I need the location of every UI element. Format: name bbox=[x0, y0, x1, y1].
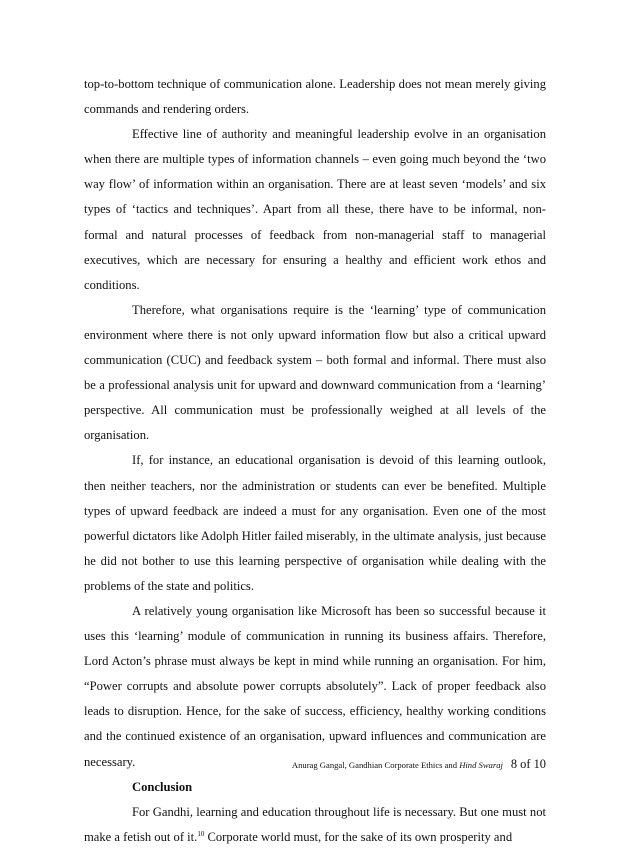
footer-citation-italic: Hind Swaraj bbox=[459, 760, 503, 770]
paragraph-6-text-a: For Gandhi, learning and education throughout life is necessary. But one must not make a fetish out of it. bbox=[84, 804, 546, 844]
paragraph-4: If, for instance, an educational organisation is devoid of this learning outlook, then neither teachers, nor the administration or students can ever be benefited. Multiple types of upward feedback are indeed a must for any organisation. Even one of the most powerful dictators like Adolph Hitler failed miserably, in the ultimate analysis, just because he did not bother to use this learning perspective of organisation while dealing with the problems of the state and politics. bbox=[84, 453, 546, 593]
section-heading-conclusion: Conclusion bbox=[132, 779, 193, 794]
paragraph-5: A relatively young organisation like Microsoft has been so successful because it uses this ‘learning’ module of communication in running its business affairs. Therefore, Lord Acton’s phrase must always be kept in mind while running an organisation. For him, “Power corrupts and absolute power corrupts absolutely”. Lack of proper feedback also leads to disruption. Hence, for the sake of success, efficiency, healthy working conditions and the continued existence of an organisation, upward influences and communication are necessary. bbox=[84, 603, 546, 769]
footnote-reference: 10 bbox=[197, 829, 205, 838]
footer-citation-text: Anurag Gangal, Gandhian Corporate Ethics and bbox=[291, 760, 460, 770]
paragraph-6 bbox=[84, 800, 546, 850]
page-footer bbox=[292, 755, 546, 773]
paragraph-3: Therefore, what organisations require is the ‘learning’ type of communication environment where there is not only upward information flow but also a critical upward communication (CUC) and feedback system – both formal and informal. There must also be a professional analysis unit for upward and downward communication from a ‘learning’ perspective. All communication must be professionally weighed at all levels of the organisation. bbox=[84, 302, 546, 443]
footer-citation bbox=[292, 760, 503, 770]
page-number: 8 of 10 bbox=[510, 757, 546, 771]
paragraph-2: Effective line of authority and meaningful leadership evolve in an organisation when there are multiple types of information channels – even going much beyond the ‘two way flow’ of information within an organisation. There are at least seven ‘models’ and six types of ‘tactics and techniques’. Apart from all these, there have to be informal, non-formal and natural processes of feedback from non-managerial staff to managerial executives, which are necessary for ensuring a healthy and efficient work ethos and conditions. bbox=[84, 127, 546, 292]
paragraph-6-text-b: Corporate world must, for the sake of its own prosperity and bbox=[204, 829, 513, 844]
paragraph-1: top-to-bottom technique of communication alone. Leadership does not mean merely giving commands and rendering orders. bbox=[84, 77, 546, 117]
document-body bbox=[84, 72, 546, 850]
